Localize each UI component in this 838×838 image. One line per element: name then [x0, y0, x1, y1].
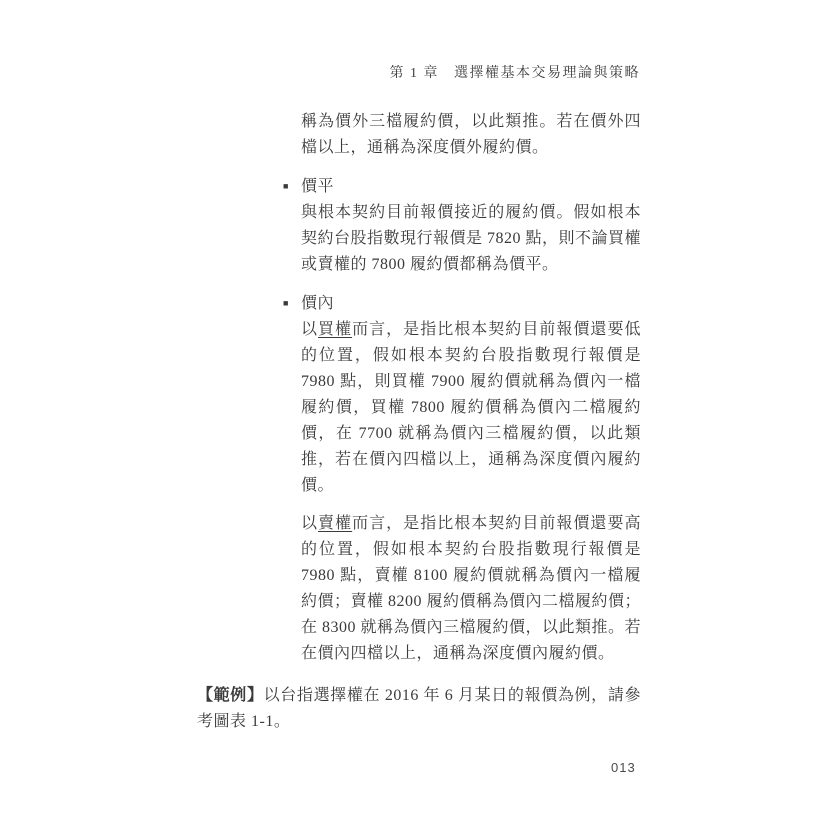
bullet-paragraph-at-the-money: 與根本契約目前報價接近的履約價。假如根本契約台股指數現行報價是 7820 點，則不論買權或賣權的 7800 履約價都稱為價平。	[301, 204, 642, 273]
example-paragraph	[197, 683, 641, 735]
chapter-title: 選擇權基本交易理論與策略	[454, 66, 640, 81]
running-head	[390, 62, 641, 82]
square-bullet-icon: ■	[283, 298, 289, 308]
paragraph-segment: 而言，是指比根本契約目前報價還要高的位置，假如根本契約台股指數現行報價是 7980 點，賣權 8100 履約價就稱為價內一檔履約價；賣權 8200 履約價稱為價內二檔履約價；在 8300 就稱為價內三檔履約價，以此類推。若在價內四檔以上，通稱為深度價內履約價。	[301, 515, 642, 662]
paragraph-segment: 而言，是指比根本契約目前報價還要低的位置，假如根本契約台股指數現行報價是 7980 點，則買權 7900 履約價就稱為價內一檔履約價，買權 7800 履約價稱為價內二檔履約價，在 7700 就稱為價內三檔履約價，以此類推，若在價內四檔以上，通稱為深度價內履約價。	[301, 321, 641, 494]
paragraph-segment: 以	[301, 515, 319, 532]
bullet-item-in-the-money	[197, 290, 641, 667]
chapter-number: 第 1 章	[389, 66, 439, 81]
example-label: 【範例】	[197, 687, 264, 704]
paragraph-segment: 以	[301, 321, 319, 338]
bullet-title-row	[283, 173, 641, 200]
bullet-title-text: 價內	[301, 295, 335, 312]
underlined-term-call: 買權	[318, 321, 353, 338]
page-number: 013	[611, 760, 636, 775]
page-body	[197, 109, 641, 735]
bullet-paragraph-call	[301, 317, 641, 499]
bullet-item-at-the-money	[197, 173, 641, 278]
bullet-paragraph-put	[301, 511, 641, 667]
continuation-paragraph: 稱為價外三檔履約價，以此類推。若在價外四檔以上，通稱為深度價外履約價。	[301, 113, 641, 156]
example-text: 以台指選擇權在 2016 年 6 月某日的報價為例，請參考圖表 1-1。	[197, 687, 641, 730]
bullet-title-text: 價平	[301, 178, 335, 195]
underlined-term-put: 賣權	[318, 515, 353, 532]
square-bullet-icon: ■	[283, 181, 289, 191]
bullet-title-row	[283, 290, 641, 317]
